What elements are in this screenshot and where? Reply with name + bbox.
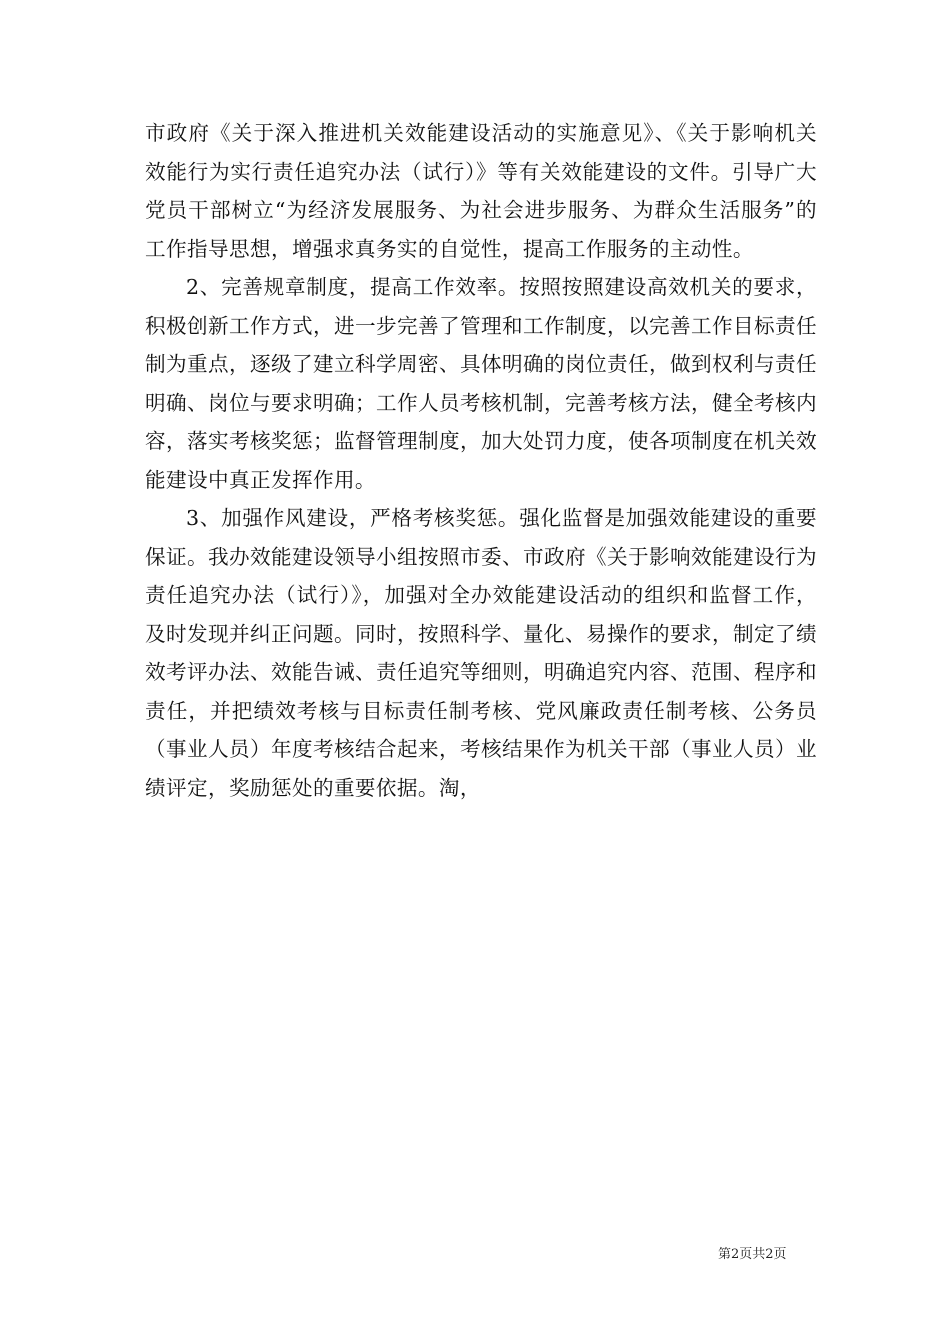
paragraph-2: 2、完善规章制度，提高工作效率。按照按照建设高效机关的要求，积极创新工作方式，进一步完善了管理和工作制度，以完善工作目标责任制为重点，逐级了建立科学周密、具体明确的岗位责任，做到权利与责任明确、岗位与要求明确；工作人员考核机制，完善考核方法，健全考核内容，落实考核奖惩；监督管理制度，加大处罚力度，使各项制度在机关效能建设中真正发挥作用。 xyxy=(145,275,817,492)
page-number-footer: 第2页共2页 xyxy=(718,1247,787,1262)
paragraph-1: 市政府《关于深入推进机关效能建设活动的实施意见》、《关于影响机关效能行为实行责任追究办法（试行）》等有关效能建设的文件。引导广大党员干部树立“为经济发展服务、为社会进步服务、为群众生活服务”的工作指导思想，增强求真务实的自觉性，提高工作服务的主动性。 xyxy=(145,121,817,261)
paragraph-3: 3、加强作风建设，严格考核奖惩。强化监督是加强效能建设的重要保证。我办效能建设领导小组按照市委、市政府《关于影响效能建设行为责任追究办法（试行）》，加强对全办效能建设活动的组织和监督工作，及时发现并纠正问题。同时，按照科学、量化、易操作的要求，制定了绩效考评办法、效能告诫、责任追究等细则，明确追究内容、范围、程序和责任，并把绩效考核与目标责任制考核、党风廉政责任制考核、公务员（事业人员）年度考核结合起来，考核结果作为机关干部（事业人员）业绩评定，奖励惩处的重要依据。淘， xyxy=(145,506,817,800)
document-body xyxy=(145,114,817,807)
